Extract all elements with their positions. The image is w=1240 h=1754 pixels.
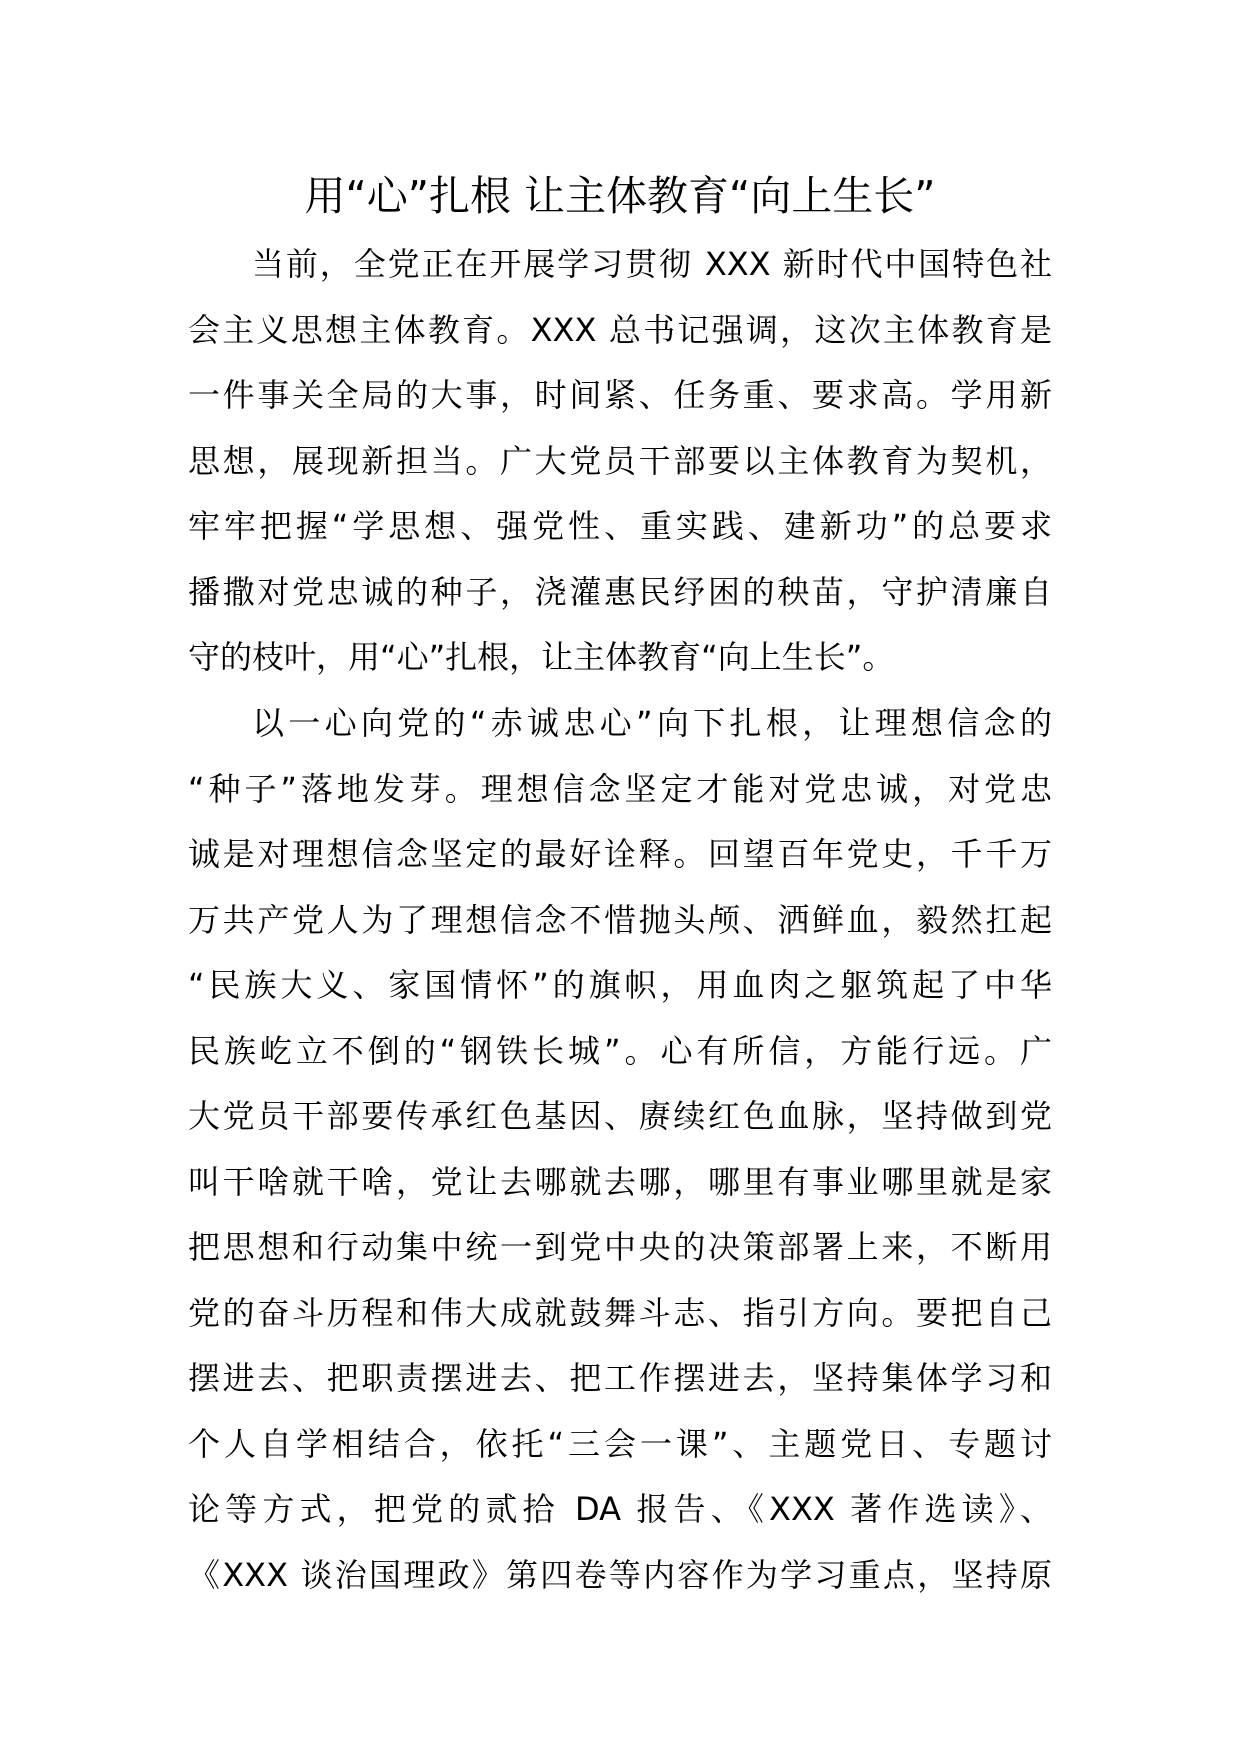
paragraph-line: 万共产党人为了理想信念不惜抛头颅、洒鲜血，毅然扛起 bbox=[188, 900, 1052, 939]
document-title: 用“心”扎根 让主体教育“向上生长” bbox=[304, 172, 936, 220]
paragraph-line: “民族大义、家国情怀”的旗帜，用血肉之躯筑起了中华 bbox=[188, 966, 1052, 1004]
paragraph-line: 守的枝叶，用“心”扎根，让主体教育“向上生长”。 bbox=[188, 638, 895, 676]
paragraph-line: 会主义思想主体教育。XXX 总书记强调，这次主体教育是 bbox=[188, 310, 1052, 349]
paragraph-line: 《XXX 谈治国理政》第四卷等内容作为学习重点，坚持原 bbox=[188, 1555, 1052, 1594]
paragraph-line: 党的奋斗历程和伟大成就鼓舞斗志、指引方向。要把自己 bbox=[188, 1293, 1052, 1332]
paragraph-line: 诚是对理想信念坚定的最好诠释。回望百年党史，千千万 bbox=[188, 835, 1052, 873]
paragraph-line: 一件事关全局的大事，时间紧、任务重、要求高。学用新 bbox=[188, 376, 1052, 414]
paragraph-line: 思想，展现新担当。广大党员干部要以主体教育为契机， bbox=[188, 441, 1052, 480]
paragraph-line: 播撒对党忠诚的种子，浇灌惠民纾困的秧苗，守护清廉自 bbox=[188, 572, 1052, 611]
paragraph-line: 个人自学相结合，依托“三会一课”、主题党日、专题讨 bbox=[188, 1424, 1052, 1463]
paragraph-line: 把思想和行动集中统一到党中央的决策部署上来，不断用 bbox=[188, 1228, 1052, 1266]
paragraph-line: 摆进去、把职责摆进去、把工作摆进去，坚持集体学习和 bbox=[188, 1359, 1052, 1397]
paragraph-line: 大党员干部要传承红色基因、赓续红色血脉，坚持做到党 bbox=[188, 1097, 1052, 1135]
paragraph-line: “种子”落地发芽。理想信念坚定才能对党忠诚，对党忠 bbox=[188, 769, 1052, 808]
paragraph-line: 叫干啥就干啥，党让去哪就去哪，哪里有事业哪里就是家 bbox=[188, 1162, 1052, 1201]
paragraph-line: 民族屹立不倒的“钢铁长城”。心有所信，方能行远。广 bbox=[188, 1031, 1052, 1070]
paragraph-line: 论等方式，把党的贰拾 DA 报告、《XXX 著作选读》、 bbox=[188, 1490, 1052, 1528]
paragraph-line: 以一心向党的“赤诚忠心”向下扎根，让理想信念的 bbox=[252, 704, 1052, 742]
paragraph-section-one bbox=[188, 691, 1052, 1608]
paragraph-line: 牢牢把握“学思想、强党性、重实践、建新功”的总要求 bbox=[188, 507, 1052, 545]
paragraph-line: 当前，全党正在开展学习贯彻 XXX 新时代中国特色社 bbox=[252, 245, 1052, 283]
paragraph-intro bbox=[188, 232, 1052, 691]
